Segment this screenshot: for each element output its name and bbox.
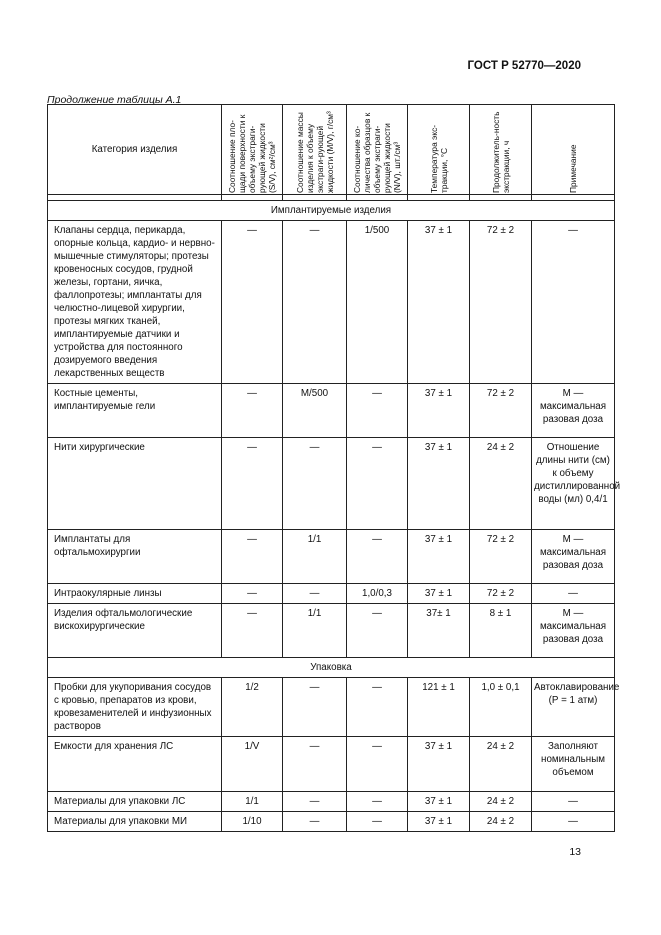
section-title: Упаковка xyxy=(48,658,615,678)
note-cell: — xyxy=(532,792,615,812)
table-caption: Продолжение таблицы А.1 xyxy=(47,94,182,106)
section-row xyxy=(48,658,615,678)
note-cell: Автоклавирование (Р = 1 атм) xyxy=(532,678,615,737)
mv-cell: — xyxy=(283,812,347,832)
temp-cell: 37 ± 1 xyxy=(408,438,470,530)
table-row xyxy=(48,438,615,530)
table-row xyxy=(48,678,615,737)
nv-cell: — xyxy=(347,438,408,530)
mv-cell: M/500 xyxy=(283,384,347,438)
sv-cell: — xyxy=(222,384,283,438)
sv-cell: — xyxy=(222,604,283,658)
column-header: Соотношение пло-щади поверхности к объему экстраги-рующей жидкости (S/V), см²/см³ xyxy=(222,105,283,195)
dur-cell: 24 ± 2 xyxy=(470,438,532,530)
sv-cell: 1/1 xyxy=(222,792,283,812)
note-cell: Заполняют номинальным объемом xyxy=(532,737,615,792)
dur-cell: 72 ± 2 xyxy=(470,530,532,584)
table-row xyxy=(48,530,615,584)
table-row xyxy=(48,604,615,658)
temp-cell: 121 ± 1 xyxy=(408,678,470,737)
column-header: Соотношение массы изделия к объему экстраги-рующей жидкости (M/V), г/см³ xyxy=(283,105,347,195)
mv-cell: 1/1 xyxy=(283,530,347,584)
note-cell: Отношение длины нити (см) к объему дистиллированной воды (мл) 0,4/1 xyxy=(532,438,615,530)
extraction-table xyxy=(47,104,621,832)
sv-cell: 1/10 xyxy=(222,812,283,832)
mv-cell: — xyxy=(283,438,347,530)
category-cell: Пробки для укупоривания сосудов с кровью, препаратов из крови, кровезаменителей и инфузионных растворов xyxy=(48,678,222,737)
section-title: Имплантируемые изделия xyxy=(48,201,615,221)
dur-cell: 24 ± 2 xyxy=(470,737,532,792)
page-number: 13 xyxy=(569,846,581,858)
table-row xyxy=(48,384,615,438)
temp-cell: 37 ± 1 xyxy=(408,812,470,832)
section-row xyxy=(48,201,615,221)
dur-cell: 72 ± 2 xyxy=(470,221,532,384)
table-row xyxy=(48,792,615,812)
nv-cell: — xyxy=(347,812,408,832)
temp-cell: 37 ± 1 xyxy=(408,530,470,584)
note-cell: М — максимальная разовая доза xyxy=(532,384,615,438)
nv-cell: — xyxy=(347,604,408,658)
category-cell: Имплантаты для офтальмохирургии xyxy=(48,530,222,584)
mv-cell: — xyxy=(283,737,347,792)
category-cell: Нити хирургические xyxy=(48,438,222,530)
nv-cell: 1/500 xyxy=(347,221,408,384)
temp-cell: 37± 1 xyxy=(408,604,470,658)
note-cell: — xyxy=(532,584,615,604)
category-cell: Материалы для упаковки МИ xyxy=(48,812,222,832)
column-header: Категория изделия xyxy=(48,105,222,195)
category-cell: Материалы для упаковки ЛС xyxy=(48,792,222,812)
note-cell: — xyxy=(532,221,615,384)
table-header-row xyxy=(48,105,615,195)
note-cell: М — максимальная разовая доза xyxy=(532,530,615,584)
column-header: Продолжитель-ность экстракции, ч xyxy=(470,105,532,195)
dur-cell: 1,0 ± 0,1 xyxy=(470,678,532,737)
mv-cell: — xyxy=(283,792,347,812)
mv-cell: — xyxy=(283,221,347,384)
table-row xyxy=(48,584,615,604)
column-header: Соотношение ко-личества образцов к объему экстраги-рующей жидкости (N/V), шт./см³ xyxy=(347,105,408,195)
category-cell: Емкости для хранения ЛС xyxy=(48,737,222,792)
category-cell: Изделия офтальмологические вискохирургические xyxy=(48,604,222,658)
temp-cell: 37 ± 1 xyxy=(408,584,470,604)
note-cell: — xyxy=(532,812,615,832)
temp-cell: 37 ± 1 xyxy=(408,792,470,812)
nv-cell: — xyxy=(347,384,408,438)
sv-cell: — xyxy=(222,530,283,584)
column-header: Температура экс-тракции, °С xyxy=(408,105,470,195)
dur-cell: 24 ± 2 xyxy=(470,792,532,812)
nv-cell: — xyxy=(347,530,408,584)
dur-cell: 8 ± 1 xyxy=(470,604,532,658)
dur-cell: 72 ± 2 xyxy=(470,384,532,438)
nv-cell: — xyxy=(347,792,408,812)
dur-cell: 72 ± 2 xyxy=(470,584,532,604)
note-cell: М — максимальная разовая доза xyxy=(532,604,615,658)
nv-cell: 1,0/0,3 xyxy=(347,584,408,604)
table-row xyxy=(48,812,615,832)
sv-cell: 1/V xyxy=(222,737,283,792)
sv-cell: — xyxy=(222,221,283,384)
sv-cell: — xyxy=(222,584,283,604)
sv-cell: 1/2 xyxy=(222,678,283,737)
document-header: ГОСТ Р 52770—2020 xyxy=(467,60,581,72)
mv-cell: — xyxy=(283,584,347,604)
temp-cell: 37 ± 1 xyxy=(408,737,470,792)
dur-cell: 24 ± 2 xyxy=(470,812,532,832)
column-header: Примечание xyxy=(532,105,615,195)
nv-cell: — xyxy=(347,678,408,737)
nv-cell: — xyxy=(347,737,408,792)
category-cell: Интраокулярные линзы xyxy=(48,584,222,604)
temp-cell: 37 ± 1 xyxy=(408,221,470,384)
temp-cell: 37 ± 1 xyxy=(408,384,470,438)
sv-cell: — xyxy=(222,438,283,530)
mv-cell: 1/1 xyxy=(283,604,347,658)
category-cell: Клапаны сердца, перикарда, опорные кольца, кардио- и нервно-мышечные стимуляторы; протезы кровеносных сосудов, грудной железы, гортани, яичка, фаллопротезы; имплантаты для челюстно-лицевой хирургии, протезы мягких тканей, имплантируемые датчики и устройства для постоянного дозируемого введения лекарственных веществ xyxy=(48,221,222,384)
table-row xyxy=(48,221,615,384)
mv-cell: — xyxy=(283,678,347,737)
category-cell: Костные цементы, имплантируемые гели xyxy=(48,384,222,438)
table-row xyxy=(48,737,615,792)
